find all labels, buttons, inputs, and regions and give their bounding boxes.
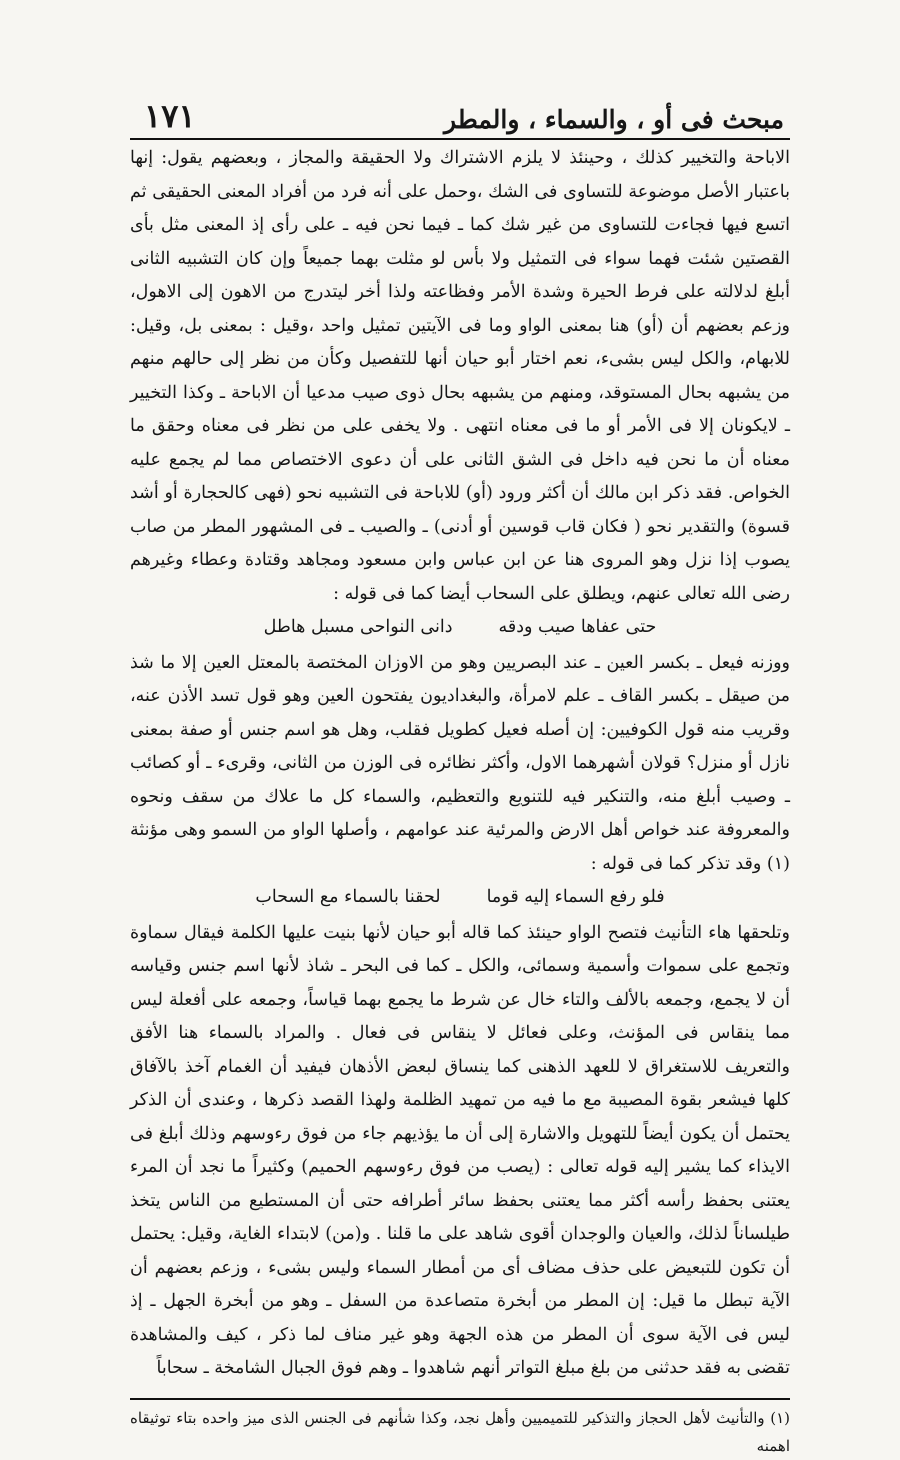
verse-2-second-hemistich: لحقنا بالسماء مع السحاب — [255, 887, 441, 907]
paragraph-3: وتلحقها هاء التأنيث فتصح الواو حينئذ كما قاله أبو حيان لأنها بنيت عليها الكلمة فيقال سماوة وتجمع على سموات وأسمية وسمائى، والكل ـ كما فى البحر ـ شاذ لأنها اسم جنس وقياسه أن لا يجمع، وجمعه بالألف والتاء خال عن شرط ما يجمع بهما قياساً، وجمعه على أفعلة ليس مما ينقاس فى المؤنث، وعلى فعائل لا ينقاس فى فعال . والمراد بالسماء هنا الأفق والتعريف للاستغراق لا للعهد الذهنى كما ينساق لبعض الأذهان فيفيد أن الغمام آخذ بالآفاق كلها فيشعر بقوة المصيبة مع ما فيه من تمهيد الظلمة ولهذا القصد ذكرها ، وعندى أن الذكر يحتمل أن يكون أيضاً للتهويل والاشارة إلى أن ما يؤذيهم جاء من فوق رءوسهم وذلك أبلغ فى الايذاء كما يشير إليه قوله تعالى : (يصب من فوق رءوسهم الحميم) وكثيراً ما نجد أن المرء يعتنى بحفظ رأسه أكثر مما يعتنى بحفظ سائر أطرافه حتى أن المستطيع من الناس يتخذ طيلساناً لذلك، والعيان والوجدان أقوى شاهد على ما قلنا . و(من) لابتداء الغاية، وقيل: يحتمل أن تكون للتبعيض على حذف مضاف أى من أمطار السماء وليس بشىء ، وزعم بعضهم أن الآية تبطل ما قيل: إن المطر من أبخرة متصاعدة من السفل ـ وهو من أبخرة الجهل ـ إذ ليس فى الآية سوى أن المطر من هذه الجهة وهو غير مناف لما ذكر ، كيف والمشاهدة تقضى به فقد حدثنى من بلغ مبلغ التواتر أنهم شاهدوا ـ وهم فوق الجبال الشامخة ـ سحاباً — [130, 922, 790, 1378]
body-text — [130, 142, 790, 611]
page-number: ١٧١ — [144, 97, 196, 135]
paragraph-1: الاباحة والتخيير كذلك ، وحينئذ لا يلزم الاشتراك ولا الحقيقة والمجاز ، وبعضهم يقول: إنها باعتبار الأصل موضوعة للتساوى فى الشك ،وحمل على أنه فرد من أفراد المعنى الحقيقى ثم اتسع فيها فجاءت للتساوى من غير شك كما ـ فيما نحن فيه ـ على رأى إذ المعنى مثل بأى القصتين شئت فهما سواء فى التمثيل ولا بأس لو مثلت بهما جميعاً وإن كان التشبيه الثانى أبلغ لدلالته على فرط الحيرة وشدة الأمر وفظاعته ولذا أخر ليتدرج من الاهون إلى الاهول، وزعم بعضهم أن (أو) هنا بمعنى الواو وما فى الآيتين تمثيل واحد ،وقيل : بمعنى بل، وقيل: للابهام، والكل ليس بشىء، نعم اختار أبو حيان أنها للتفصيل وكأن من نظر إلى حالهم منهم من يشبهه بحال المستوقد، ومنهم من يشبهه بحال ذوى صيب مدعيا أن الاباحة ـ وكذا التخيير ـ لايكونان إلا فى الأمر أو ما فى معناه انتهى . ولا يخفى على من نظر فى معناه وحقق ما معناه أن ما نحن فيه داخل فى الشق الثانى على أن دعوى الاختصاص مما لم يجمع عليه الخواص. فقد ذكر ابن مالك أن أكثر ورود (أو) للاباحة فى التشبيه نحو (فهى كالحجارة أو أشد قسوة) والتقدير نحو ( فكان قاب قوسين أو أدنى) ـ والصيب ـ فى المشهور المطر من صاب يصوب إذا نزل وهو المروى هنا عن ابن عباس وابن مسعود ومجاهد وقتادة وعطاء وغيرهم رضى الله تعالى عنهم، ويطلق على السحاب أيضا كما فى قوله : — [130, 148, 790, 604]
body-text — [130, 917, 790, 1386]
body-text — [130, 647, 790, 882]
footnote: (١) والتأنيث لأهل الحجاز والتذكير للتميميين وأهل نجد، وكذا شأنهم فى الجنس الذى ميز واحده بتاء توثيقاه اهمنه — [130, 1408, 790, 1455]
paragraph-2: ووزنه فيعل ـ بكسر العين ـ عند البصريين وهو من الاوزان المختصة بالمعتل العين إلا ما شذ من صيقل ـ بكسر القاف ـ علم لامرأة، والبغداديون يفتحون العين وهو قول تسد الأذن عنه، وقريب منه قول الكوفيين: إن أصله فعيل كطويل فقلب، وهل هو اسم جنس أو صفة بمعنى نازل أو منزل؟ قولان أشهرهما الاول، وأكثر نظائره فى الوزن من الثانى، وقرىء ـ أو كصائب ـ وصيب أبلغ منه، والتنكير فيه للتنويع والتعظيم، والسماء كل ما علاك من سقف ونحوه والمعروفة عند خواص أهل الارض والمرئية عند عوامهم ، وأصلها الواو من السمو وهى مؤنثة (١) وقد تذكر كما فى قوله : — [130, 652, 790, 874]
verse-1-second-hemistich: دانى النواحى مسبل هاطل — [263, 617, 453, 637]
verse-2-first-hemistich: فلو رفع السماء إليه قوما — [486, 887, 665, 907]
page-header — [130, 88, 790, 140]
verse-1-first-hemistich: حتى عفاها صيب ودقه — [498, 617, 657, 637]
verse-2 — [130, 881, 790, 915]
running-title: مبحث فى أو ، والسماء ، والمطر — [444, 105, 784, 134]
verse-1 — [130, 611, 790, 645]
